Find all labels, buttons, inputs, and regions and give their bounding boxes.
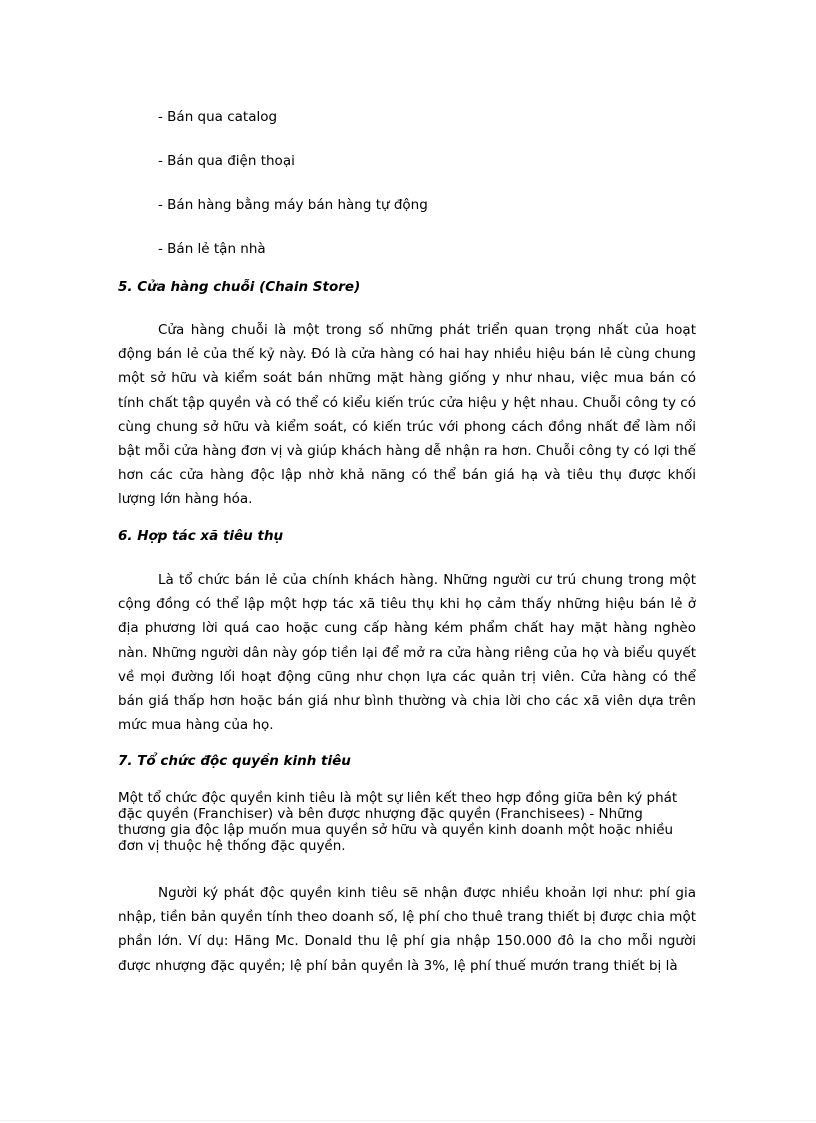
paragraph-franchise-benefits: Người ký phát độc quyền kinh tiêu sẽ nhận được nhiều khoản lợi như: phí gia nhập, tiền bản quyền tính theo doanh số, lệ phí cho thuê trang thiết bị được chia một phần lớn. Ví dụ: Hãng Mc. Donald thu lệ phí gia nhập 150.000 đô la cho mỗi người được nhượng đặc quyền; lệ phí bản quyền là 3%, lệ phí thuế mướn trang thiết bị là — [118, 885, 697, 974]
heading-chain-store: 5. Cửa hàng chuỗi (Chain Store) — [118, 279, 361, 295]
paragraph-chain-store: Cửa hàng chuỗi là một trong số những phát triển quan trọng nhất của hoạt động bán lẻ của thế kỷ này. Đó là cửa hàng có hai hay nhiều hiệu bán lẻ cùng chung một sở hữu và kiểm soát bán những mặt hàng giống y như nhau, việc mua bán có tính chất tập quyền và có thể có kiểu kiến trúc cửa hiệu y hệt nhau. Chuỗi công ty có cùng chung sở hữu và kiểm soát, có kiến trúc với phong cách đồng nhất để làm nổi bật mỗi cửa hàng đơn vị và giúp khách hàng dễ nhận ra hơn. Chuỗi công ty có lợi thế hơn các cửa hàng độc lập nhờ khả năng có thể bán giá hạ và tiêu thụ được khối lượng lớn hàng hóa. — [118, 322, 696, 508]
paragraph-consumer-cooperative: Là tổ chức bán lẻ của chính khách hàng. Những người cư trú chung trong một cộng đồng có thể lập một hợp tác xã tiêu thụ khi họ cảm thấy những hiệu bán lẻ ở địa phương lời quá cao hoặc cung cấp hàng kém phẩm chất hay mặt hàng nghèo nàn. Những người dân này góp tiền lại để mở ra cửa hàng riêng của họ và biểu quyết về mọi đường lối hoạt động cũng như chọn lựa các quản trị viên. Cửa hàng có thể bán giá thấp hơn hoặc bán giá như bình thường và chia lời cho các xã viên dựa trên mức mua hàng của họ. — [118, 572, 696, 734]
bullet-phone-sales: - Bán qua điện thoại — [158, 153, 295, 169]
heading-franchise-organization: 7. Tổ chức độc quyền kinh tiêu — [118, 753, 351, 769]
bullet-door-to-door-sales: - Bán lẻ tận nhà — [158, 241, 266, 257]
paragraph-franchise-intro: Một tổ chức độc quyền kinh tiêu là một sự liên kết theo hợp đồng giữa bên ký phát đặc quyền (Franchiser) và bên được nhượng đặc quyền (Franchisees) - Những thương gia độc lập muốn mua quyền sở hữu và quyền kinh doanh một hoặc nhiều đơn vị thuộc hệ thống đặc quyền. — [118, 790, 678, 854]
page-bottom-edge — [0, 1120, 816, 1121]
heading-consumer-cooperative: 6. Hợp tác xã tiêu thụ — [118, 528, 284, 544]
bullet-catalog-sales: - Bán qua catalog — [158, 109, 278, 125]
bullet-vending-machine-sales: - Bán hàng bằng máy bán hàng tự động — [158, 197, 428, 213]
